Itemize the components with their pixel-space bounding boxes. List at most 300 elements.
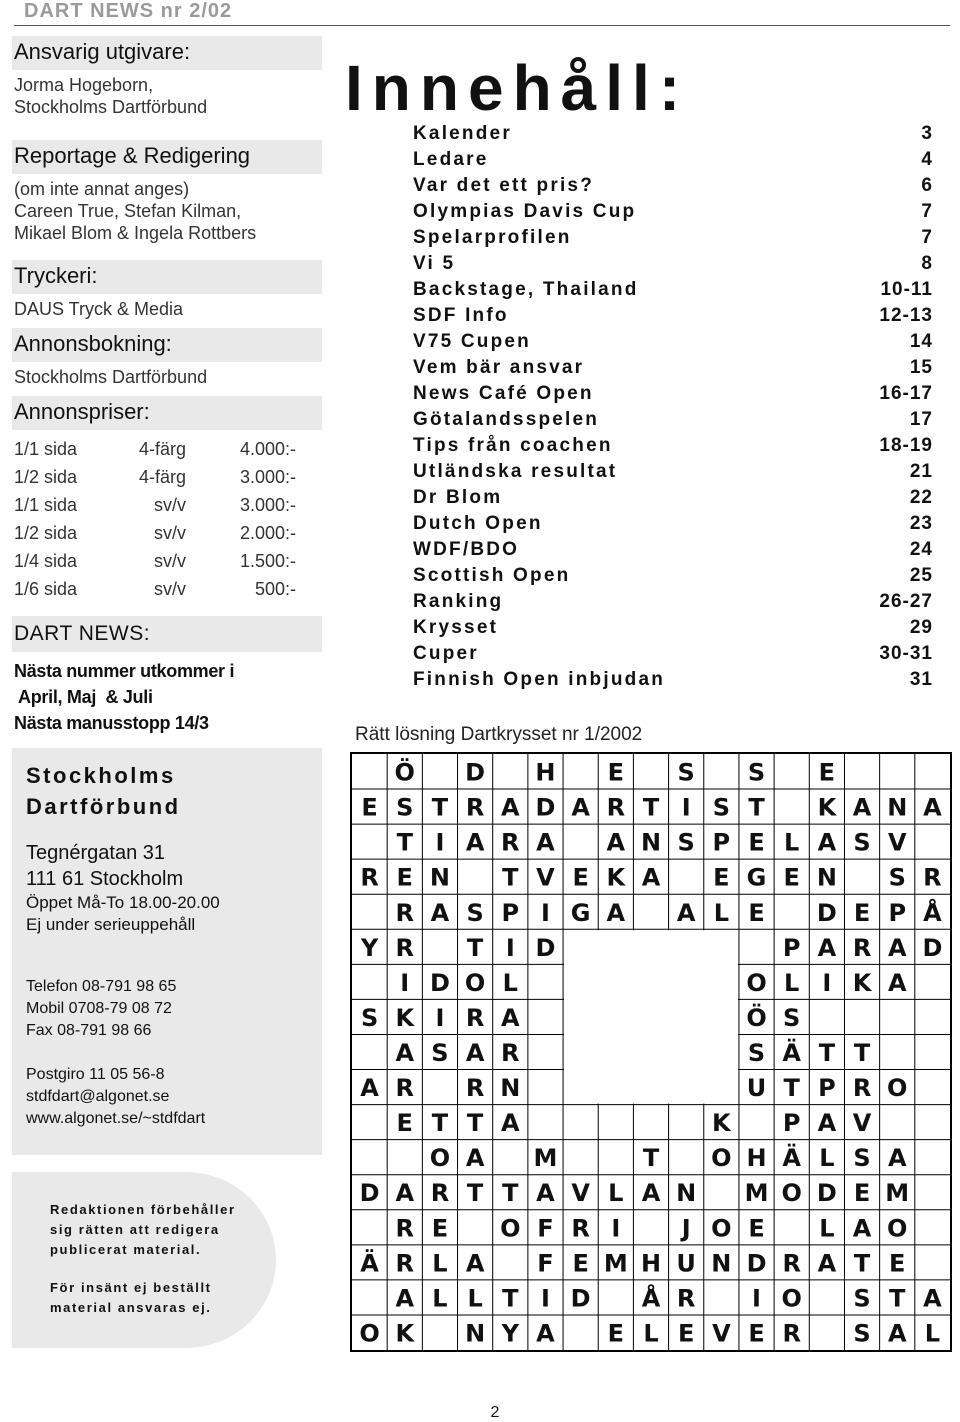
crossword-letter: S: [431, 1039, 449, 1067]
crossword-letter: S: [853, 1319, 871, 1348]
crossword-letter: E: [677, 1319, 695, 1348]
price-row: [12, 546, 322, 574]
toc-entry-page: 21: [909, 461, 933, 482]
toc-entry[interactable]: [413, 589, 933, 615]
crossword-letter: A: [887, 968, 907, 997]
editorial-notice: [12, 1172, 276, 1348]
sdf-contacts: [12, 1064, 322, 1130]
phone-line: Fax 08-791 98 66: [26, 1022, 152, 1039]
next-issue-text: [12, 652, 322, 736]
notice-line: material ansvaras ej.: [50, 1300, 212, 1315]
toc-entry-title: Var det ett pris?: [413, 175, 594, 196]
crossword-letter: S: [747, 1039, 766, 1067]
toc-entry-title: Krysset: [413, 617, 499, 638]
phone-line: Mobil 0708-79 08 72: [26, 1000, 172, 1017]
crossword-letter: P: [888, 898, 907, 927]
toc-entry[interactable]: [413, 485, 933, 511]
toc-entry-page: 14: [909, 331, 933, 352]
crossword-caption: Rätt lösning Dartkrysset nr 1/2002: [355, 724, 643, 745]
crossword-letter: M: [744, 1179, 769, 1208]
crossword-letter: A: [395, 1284, 415, 1313]
toc-entry[interactable]: [413, 641, 933, 667]
ads-value: Stockholms Dartförbund: [14, 367, 208, 387]
phone-line: Telefon 08-791 98 65: [26, 978, 177, 995]
crossword-letter: M: [533, 1144, 558, 1173]
crossword-letter: D: [746, 1249, 767, 1278]
ads-label: Annonsbokning:: [12, 328, 322, 362]
crossword-letter: D: [359, 1179, 380, 1208]
toc-entry[interactable]: [413, 199, 933, 225]
crossword-letter: E: [748, 828, 765, 857]
crossword-letter: N: [640, 828, 662, 857]
next-line: April, Maj & Juli: [14, 687, 153, 707]
crossword-letter: I: [681, 793, 691, 822]
crossword-letter: O: [500, 1214, 521, 1243]
crossword-letter: A: [536, 1179, 555, 1208]
toc-entry[interactable]: [413, 667, 933, 693]
price-amount: 2.000:-: [239, 523, 296, 543]
toc-entry[interactable]: [413, 329, 933, 355]
crossword-letter: E: [818, 758, 836, 787]
crossword-letter: T: [466, 933, 484, 962]
crossword-letter: K: [712, 1109, 731, 1138]
crossword-letter: I: [541, 1284, 550, 1313]
crossword-letter: M: [603, 1249, 628, 1278]
crossword-letter: E: [853, 1179, 871, 1208]
crossword-letter: K: [817, 793, 837, 822]
crossword-letter: E: [748, 1214, 765, 1243]
crossword-letter: N: [500, 1074, 521, 1103]
toc-entry-title: Dr Blom: [413, 487, 503, 508]
crossword-letter: A: [465, 828, 485, 857]
crossword-letter: E: [396, 863, 413, 892]
crossword-letter: Å: [923, 898, 942, 927]
crossword-letter: N: [676, 1179, 697, 1208]
toc-entry-title: Ranking: [413, 591, 504, 612]
crossword-letter: L: [924, 1319, 941, 1348]
editing-label: Reportage & Redigering: [12, 140, 322, 174]
crossword-letter: P: [712, 828, 731, 857]
toc-entry-page: 10-11: [880, 279, 933, 300]
crossword-letter: O: [746, 968, 767, 997]
next-line: Nästa manusstopp 14/3: [14, 713, 209, 733]
crossword-letter: L: [819, 1214, 835, 1243]
toc-entry[interactable]: [413, 563, 933, 589]
crossword-letter: S: [853, 828, 871, 857]
toc-entry[interactable]: [413, 615, 933, 641]
crossword-letter: R: [782, 1249, 801, 1278]
toc-entry-page: 16-17: [879, 383, 933, 404]
crossword-letter: N: [711, 1249, 732, 1278]
crossword-letter: A: [606, 828, 626, 857]
crossword-letter: R: [395, 933, 415, 962]
editing-text: [12, 174, 322, 248]
toc-entry-title: Olympias Davis Cup: [413, 201, 637, 222]
crossword-letter: E: [783, 863, 800, 892]
crossword-letter: A: [395, 1179, 415, 1208]
crossword-letter: R: [395, 1214, 415, 1243]
sdf-address: [12, 822, 322, 892]
crossword-letter: R: [923, 863, 942, 892]
crossword-letter: T: [502, 863, 519, 892]
price-row: [12, 518, 322, 546]
price-size: 1/4 sida: [14, 551, 78, 571]
crossword-letter: A: [395, 1039, 415, 1067]
toc-entry[interactable]: [413, 459, 933, 485]
crossword-letter: E: [431, 1214, 449, 1243]
crossword-letter: E: [607, 758, 625, 787]
crossword-letter: E: [572, 1249, 589, 1278]
page-number: 2: [490, 1404, 500, 1421]
crossword-letter: K: [395, 1319, 415, 1348]
crossword-letter: A: [887, 1144, 907, 1173]
crossword-letter: O: [711, 1144, 732, 1173]
publisher-line: Stockholms Dartförbund: [14, 97, 208, 117]
crossword-letter: V: [887, 828, 907, 857]
crossword-letter: I: [435, 1003, 445, 1032]
notice-line: sig rätten att redigera: [50, 1222, 220, 1237]
price-list: [12, 430, 322, 602]
toc-entry[interactable]: [413, 407, 933, 433]
email-link[interactable]: stdfdart@algonet.se: [26, 1088, 170, 1105]
crossword-letter: N: [429, 863, 450, 892]
crossword-letter: L: [819, 1144, 835, 1173]
crossword-letter: K: [606, 863, 626, 892]
toc-entry[interactable]: [413, 225, 933, 251]
toc-entry[interactable]: [413, 251, 933, 277]
crossword-letter: E: [853, 898, 871, 927]
crossword-letter: A: [817, 828, 837, 857]
header-title: DART NEWS nr 2/02: [24, 0, 233, 22]
crossword-letter: A: [430, 898, 450, 927]
crossword-letter: Ö: [394, 758, 415, 787]
crossword-letter: L: [432, 1284, 448, 1313]
hours-line: Ej under serieuppehåll: [26, 915, 196, 934]
crossword-letter: A: [641, 1179, 661, 1208]
crossword-letter: S: [466, 898, 484, 927]
crossword-letter: I: [611, 1214, 621, 1243]
crossword-letter: R: [430, 1179, 450, 1208]
toc-entry-title: Tips från coachen: [413, 435, 613, 456]
toc-entry-title: Ledare: [413, 149, 489, 170]
crossword-letter: R: [676, 1284, 696, 1313]
crossword-letter: S: [396, 793, 414, 822]
crossword-letter: A: [501, 1109, 520, 1138]
crossword-letter: A: [817, 933, 837, 962]
crossword-letter: I: [822, 968, 832, 997]
crossword-letter: S: [712, 793, 731, 822]
crossword-letter: P: [782, 1109, 801, 1138]
price-color: sv/v: [153, 523, 186, 543]
crossword-letter: A: [465, 1144, 485, 1173]
toc-entry-page: 4: [921, 149, 933, 170]
toc-entry-page: 30-31: [879, 643, 933, 664]
crossword-letter: A: [501, 793, 520, 822]
crossword-letter: R: [395, 898, 415, 927]
crossword-letter: A: [923, 1284, 942, 1313]
toc-entry-page: 7: [921, 227, 933, 248]
printer-label: Tryckeri:: [12, 260, 322, 294]
crossword-letter: S: [853, 1284, 871, 1313]
price-size: 1/2 sida: [14, 467, 78, 487]
crossword-letter: L: [784, 828, 800, 857]
crossword-letter: Ä: [782, 1039, 801, 1067]
crossword-letter: R: [360, 863, 379, 892]
crossword-letter: D: [535, 933, 556, 962]
crossword-letter: I: [541, 898, 550, 927]
crossword-letter: A: [606, 898, 626, 927]
crossword-svg: [352, 754, 950, 1350]
crossword-letter: S: [360, 1003, 379, 1032]
toc-entry-page: 17: [909, 409, 933, 430]
crossword-letter: D: [816, 1179, 837, 1208]
sdf-name-line: Dartförbund: [26, 794, 181, 819]
toc-entry[interactable]: [413, 433, 933, 459]
crossword-letter: U: [746, 1074, 767, 1103]
crossword-letter: O: [711, 1214, 732, 1243]
crossword-letter: T: [502, 1284, 519, 1313]
crossword-letter: E: [748, 898, 765, 927]
crossword-letter: E: [361, 793, 378, 822]
toc-entry-title: Finnish Open inbjudan: [413, 669, 666, 690]
toc-entry[interactable]: [413, 355, 933, 381]
crossword-letter: N: [816, 863, 837, 892]
toc-entry[interactable]: [413, 511, 933, 537]
crossword-letter: T: [748, 793, 765, 822]
crossword-letter: E: [607, 1319, 625, 1348]
toc-entry-title: Spelarprofilen: [413, 227, 572, 248]
price-color: sv/v: [153, 579, 186, 599]
crossword-letter: T: [431, 1109, 449, 1138]
crossword-letter: A: [887, 933, 907, 962]
crossword-letter: O: [887, 1214, 908, 1243]
crossword-letter: Y: [360, 933, 379, 962]
price-amount: 4.000:-: [239, 439, 296, 459]
postgiro: Postgiro 11 05 56-8: [26, 1066, 165, 1083]
price-amount: 3.000:-: [239, 467, 296, 487]
toc-entry-page: 12-13: [879, 305, 933, 326]
toc-entry-title: WDF/BDO: [413, 539, 520, 560]
crossword-letter: R: [852, 1074, 872, 1103]
toc-entry-title: Vem bär ansvar: [413, 357, 585, 378]
crossword-letter: H: [535, 758, 556, 787]
crossword-letter: V: [712, 1319, 731, 1348]
editing-line: Careen True, Stefan Kilman,: [14, 201, 242, 221]
crossword-letter: I: [505, 933, 515, 962]
crossword-letter: F: [537, 1214, 554, 1243]
crossword-letter: P: [782, 933, 801, 962]
crossword-letter: M: [885, 1179, 910, 1208]
crossword-letter: A: [817, 1109, 837, 1138]
crossword-letter: S: [783, 1003, 801, 1032]
toc-entry-page: 15: [909, 357, 933, 378]
crossword-letter: O: [429, 1144, 451, 1173]
crossword-letter: R: [852, 933, 872, 962]
crossword-letter: N: [465, 1319, 486, 1348]
price-amount: 3.000:-: [239, 495, 296, 515]
crossword-letter: T: [642, 1144, 660, 1173]
toc-entry-title: Scottish Open: [413, 565, 571, 586]
crossword-letter: A: [571, 793, 590, 822]
toc-entry-page: 23: [909, 513, 933, 534]
crossword-letter: S: [853, 1144, 871, 1173]
toc-entry-title: Götalandsspelen: [413, 409, 600, 430]
dartnews-label: DART NEWS:: [12, 616, 322, 652]
crossword-letter: T: [783, 1074, 800, 1103]
crossword-letter: A: [536, 1319, 555, 1348]
toc-entry-page: 24: [909, 539, 933, 560]
toc-entry-title: Backstage, Thailand: [413, 279, 639, 300]
crossword-letter: E: [713, 863, 730, 892]
crossword-letter: R: [465, 1074, 485, 1103]
address-line: Tegnérgatan 31: [26, 842, 166, 864]
crossword-letter: R: [501, 828, 520, 857]
crossword-letter: D: [922, 933, 943, 962]
publisher-line: Jorma Hogeborn,: [14, 75, 154, 95]
crossword-empty-area: [564, 930, 738, 1103]
crossword-letter: P: [501, 898, 520, 927]
toc-entry[interactable]: [413, 277, 933, 303]
crossword-letter: L: [713, 898, 730, 927]
toc-entry-title: V75 Cupen: [413, 331, 531, 352]
toc-entry-page: 25: [909, 565, 933, 586]
crossword-letter: R: [782, 1319, 801, 1348]
toc-entry-page: 8: [921, 253, 933, 274]
website-link[interactable]: www.algonet.se/~stdfdart: [26, 1110, 206, 1127]
crossword-letter: T: [466, 1109, 484, 1138]
toc-entry-page: 26-27: [879, 591, 933, 612]
crossword-letter: T: [502, 1179, 519, 1208]
crossword-letter: O: [359, 1319, 380, 1348]
crossword-letter: R: [465, 793, 485, 822]
table-of-contents: [413, 121, 933, 693]
crossword-letter: V: [852, 1109, 872, 1138]
crossword-letter: R: [606, 793, 626, 822]
crossword-letter: N: [887, 793, 908, 822]
crossword-letter: K: [852, 968, 872, 997]
crossword-letter: R: [571, 1214, 590, 1243]
toc-entry[interactable]: [413, 303, 933, 329]
crossword-letter: D: [535, 793, 556, 822]
sdf-name: [12, 748, 322, 822]
crossword-letter: R: [465, 1003, 485, 1032]
crossword-letter: A: [465, 1249, 485, 1278]
crossword-letter: A: [501, 1003, 520, 1032]
toc-entry[interactable]: [413, 381, 933, 407]
price-amount: 500:-: [254, 579, 296, 599]
crossword-letter: I: [435, 828, 445, 857]
prices-label: Annonspriser:: [12, 396, 322, 430]
crossword-letter: H: [640, 1249, 662, 1278]
toc-entry[interactable]: [413, 537, 933, 563]
toc-entry-title: Cuper: [413, 643, 479, 664]
publisher-text: [12, 70, 322, 122]
price-size: 1/2 sida: [14, 523, 78, 543]
sdf-contact-box: [12, 748, 322, 1155]
crossword-letter: A: [817, 1249, 837, 1278]
crossword-letter: O: [781, 1179, 802, 1208]
crossword-letter: D: [429, 968, 450, 997]
toc-entry-page: 18-19: [879, 435, 933, 456]
crossword-letter: R: [395, 1074, 415, 1103]
toc-entry[interactable]: [413, 121, 933, 147]
toc-entry-title: Vi 5: [413, 253, 456, 274]
crossword-letter: O: [887, 1074, 908, 1103]
crossword-letter: S: [888, 863, 906, 892]
crossword-letter: T: [818, 1039, 836, 1067]
notice-line: publicerat material.: [50, 1242, 202, 1257]
crossword-letter: A: [536, 828, 555, 857]
toc-entry[interactable]: [413, 147, 933, 173]
toc-entry-page: 6: [921, 175, 933, 196]
crossword-letter: T: [396, 828, 413, 857]
crossword-letter: E: [889, 1249, 906, 1278]
price-color: sv/v: [153, 495, 186, 515]
publisher-label: Ansvarig utgivare:: [12, 36, 322, 70]
crossword-letter: P: [818, 1074, 836, 1103]
toc-entry-title: Dutch Open: [413, 513, 543, 534]
crossword-letter: Y: [501, 1319, 519, 1348]
crossword-letter: A: [887, 1319, 907, 1348]
crossword-letter: L: [608, 1179, 624, 1208]
sdf-phones: [12, 976, 322, 1042]
crossword-letter: A: [676, 898, 696, 927]
price-size: 1/1 sida: [14, 495, 78, 515]
price-size: 1/1 sida: [14, 439, 78, 459]
toc-entry-page: 3: [921, 123, 933, 144]
crossword-letter: A: [852, 1214, 872, 1243]
toc-entry-title: News Café Open: [413, 383, 594, 404]
crossword-letter: T: [889, 1284, 906, 1313]
notice-line: För insänt ej beställt: [50, 1280, 212, 1295]
price-color: 4-färg: [138, 467, 186, 487]
crossword-letter: R: [395, 1249, 415, 1278]
price-row: [12, 490, 322, 518]
toc-entry[interactable]: [413, 173, 933, 199]
masthead-column: [12, 36, 322, 736]
toc-entry-page: 7: [921, 201, 933, 222]
crossword-letter: K: [395, 1003, 415, 1032]
notice-block-1: [12, 1172, 276, 1260]
crossword-letter: H: [746, 1144, 767, 1173]
notice-line: Redaktionen förbehåller: [50, 1202, 236, 1217]
crossword-letter: O: [781, 1284, 802, 1313]
crossword-letter: R: [501, 1039, 520, 1067]
editing-line: Mikael Blom & Ingela Rottbers: [14, 223, 257, 243]
crossword-letter: D: [570, 1284, 591, 1313]
toc-entry-title: SDF Info: [413, 305, 509, 326]
crossword-letter: V: [536, 863, 555, 892]
crossword-letter: L: [467, 1284, 483, 1313]
crossword-letter: F: [537, 1249, 554, 1278]
crossword-letter: A: [360, 1074, 379, 1103]
crossword-letter: A: [641, 863, 661, 892]
crossword-grid: [350, 752, 952, 1352]
toc-entry-page: 31: [909, 669, 933, 690]
notice-block-2: [12, 1260, 276, 1318]
crossword-letter: E: [572, 863, 589, 892]
crossword-letter: T: [853, 1039, 871, 1067]
crossword-letter: O: [464, 968, 486, 997]
sdf-hours: [12, 892, 322, 936]
crossword-letter: V: [571, 1179, 590, 1208]
crossword-letter: J: [681, 1214, 691, 1243]
crossword-letter: G: [746, 863, 767, 892]
price-amount: 1.500:-: [239, 551, 296, 571]
hours-line: Öppet Må-To 18.00-20.00: [26, 893, 220, 912]
crossword-letter: S: [747, 758, 766, 787]
next-line: Nästa nummer utkommer i: [14, 661, 235, 681]
